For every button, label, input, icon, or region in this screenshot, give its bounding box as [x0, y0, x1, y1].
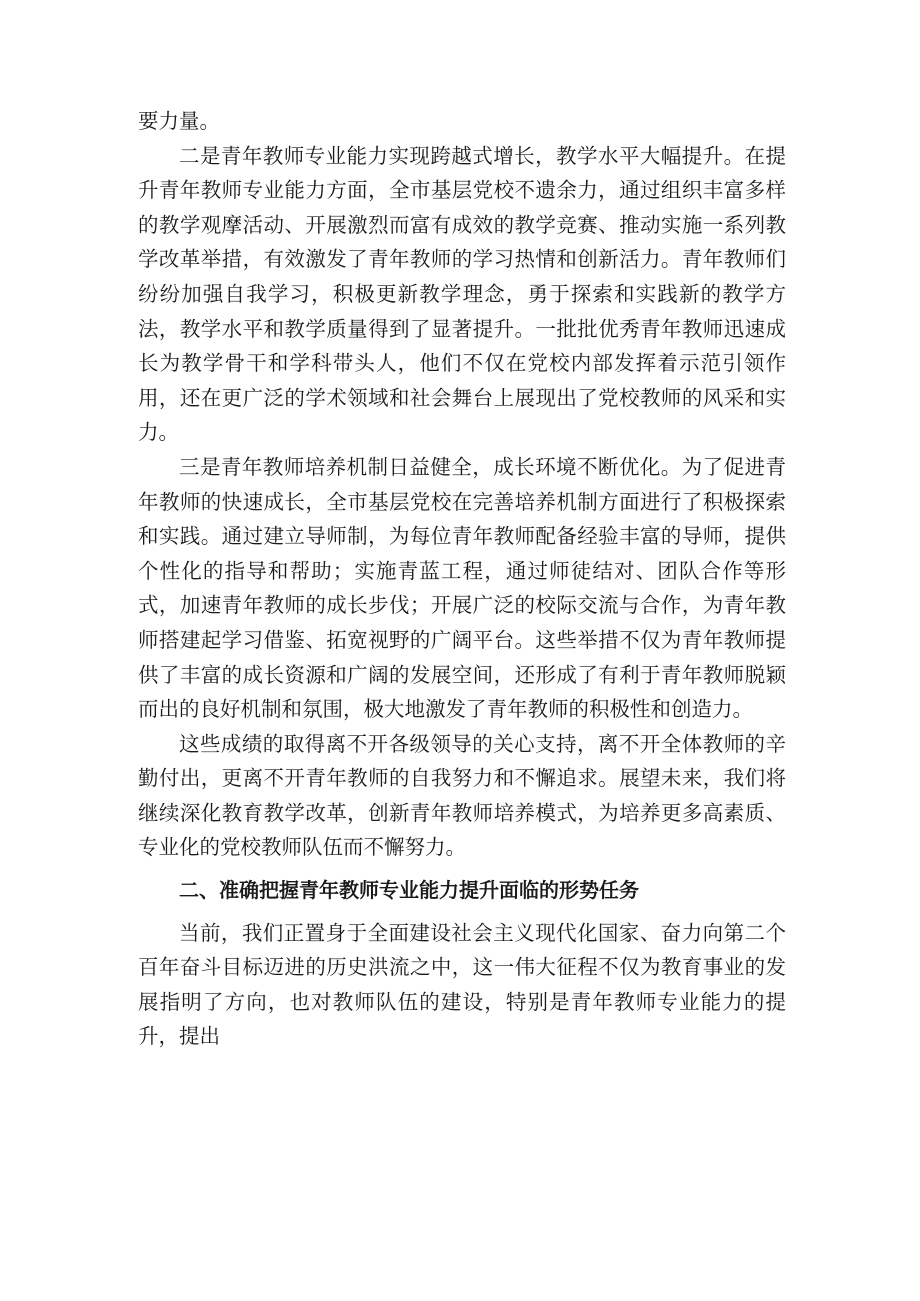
- document-body: [138, 104, 786, 1054]
- paragraph-achievements-outlook: 这些成绩的取得离不开各级领导的关心支持，离不开全体教师的辛勤付出，更离不开青年教师的自我努力和不懈追求。展望未来，我们将继续深化教育教学改革，创新青年教师培养模式，为培养更多高素质、专业化的党校教师队伍而不懈努力。: [138, 731, 786, 860]
- paragraph-current-situation: 当前，我们正置身于全面建设社会主义现代化国家、奋力向第二个百年奋斗目标迈进的历史洪流之中，这一伟大征程不仅为教育事业的发展指明了方向，也对教师队伍的建设，特别是青年教师专业能力的提升，提出: [138, 920, 786, 1049]
- paragraph-teacher-ability: 二是青年教师专业能力实现跨越式增长，教学水平大幅提升。在提升青年教师专业能力方面，全市基层党校不遗余力，通过组织丰富多样的教学观摩活动、开展激烈而富有成效的教学竞赛、推动实施一系列教学改革举措，有效激发了青年教师的学习热情和创新活力。青年教师们纷纷加强自我学习，积极更新教学理念，勇于探索和实践新的教学方法，教学水平和教学质量得到了显著提升。一批批优秀青年教师迅速成长为教学骨干和学科带头人，他们不仅在党校内部发挥着示范引领作用，还在更广泛的学术领域和社会舞台上展现出了党校教师的风采和实力。: [138, 143, 786, 445]
- section-heading: 二、准确把握青年教师专业能力提升面临的形势任务: [179, 878, 639, 903]
- paragraph-continuation: 要力量。: [138, 109, 220, 133]
- paragraph-training-mechanism: 三是青年教师培养机制日益健全，成长环境不断优化。为了促进青年教师的快速成长，全市基层党校在完善培养机制方面进行了积极探索和实践。通过建立导师制，为每位青年教师配备经验丰富的导师，提供个性化的指导和帮助；实施青蓝工程，通过师徒结对、团队合作等形式，加速青年教师的成长步伐；开展广泛的校际交流与合作，为青年教师搭建起学习借鉴、拓宽视野的广阔平台。这些举措不仅为青年教师提供了丰富的成长资源和广阔的发展空间，还形成了有利于青年教师脱颖而出的良好机制和氛围，极大地激发了青年教师的积极性和创造力。: [138, 454, 786, 722]
